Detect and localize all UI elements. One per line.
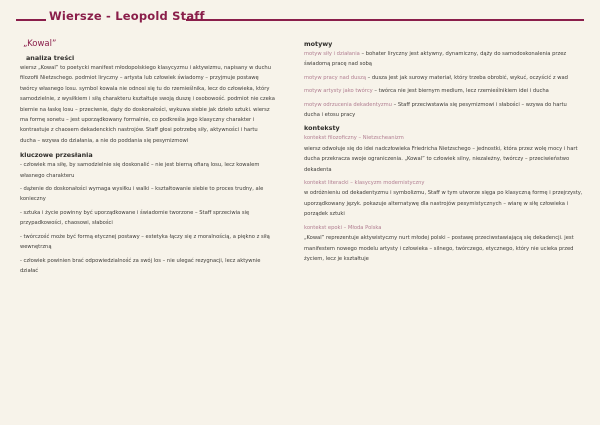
title-rule-left: [16, 19, 46, 21]
context-text: „Kowal” reprezentuje aktywistyczny nurt młodej polski – postawę przeciwstawiającą się dekadencji. jest manifestem nowego modelu artysty i człowieka – silnego, twórczego, etycznego, który nie ucieka przed życiem, lecz je kształtuje: [304, 235, 574, 262]
key-message-item: - dążenie do doskonałości wymaga wysiłku i walki – kształtowanie siebie to proces trudny, ale konieczny: [20, 186, 264, 203]
context-label: kontekst filozoficzny – Nietzscheanizm: [304, 135, 404, 142]
key-message-item: - sztuka i życie powinny być uporządkowane i świadomie tworzone – Staff sprzeciwia się przypadkowości, chaosowi, słabości: [20, 209, 250, 227]
motif-label: motyw artysty jako twórcy: [304, 88, 373, 95]
key-messages-heading: kluczowe przesłania: [20, 151, 93, 160]
motif-text: – Staff przeciwstawia się pesymizmowi i słabości – wzywa do hartu ducha i etosu pracy: [304, 101, 567, 119]
motif-text: – twórca nie jest biernym medium, lecz rzemieślnikiem idei i ducha: [372, 88, 549, 95]
motif-item: [304, 49, 584, 70]
motif-item: [304, 73, 584, 83]
poem-title: „Kowal”: [23, 39, 57, 49]
motif-text: – dusza jest jak surowy materiał, który trzeba obrobić, wykuć, oczyścić z wad: [366, 74, 568, 81]
motif-item: [304, 100, 584, 121]
key-message-item: - twórczość może być formą etycznej postawy – estetyka łączy się z moralnością, a piękno z siłą wewnętrzną: [20, 233, 270, 251]
title-rule-right: [186, 19, 584, 21]
key-message-item: - człowiek powinien brać odpowiedzialność za swój los – nie ulegać rezygnacji, lecz aktywnie działać: [20, 257, 261, 274]
context-label: kontekst literacki – klasycyzm modernistyczny: [304, 180, 425, 187]
motifs-heading: motywy: [304, 40, 333, 48]
motif-label: motyw pracy nad duszą: [304, 74, 366, 81]
motif-text: – bohater liryczny jest aktywny, dynamiczny, dąży do samodoskonalenia przez świadomą pracę nad sobą: [304, 51, 567, 68]
context-text: wiersz odwołuje się do idei nadczłowieka Friedricha Nietzschego – jednostki, która przez wolę mocy i hart ducha przekracza swoje ograniczenia. „Kowal” to człowiek silny, niezależny, twórczy – przeciwieństwo dekadenta: [304, 145, 578, 173]
motif-label: motyw siły i działania: [304, 51, 360, 57]
key-message-item: - człowiek ma siłę, by samodzielnie się doskonalić – nie jest bierną ofiarą losu, lecz kowalem własnego charakteru: [20, 162, 260, 179]
analysis-heading: analiza treści: [26, 54, 75, 62]
context-label: kontekst epoki – Młoda Polska: [304, 224, 382, 231]
right-column: [304, 39, 584, 267]
title-row: [16, 8, 584, 28]
motif-label: motyw odrzucenia dekadentyzmu: [304, 101, 392, 108]
contexts-heading: konteksty: [304, 124, 340, 133]
analysis-text: wiersz „Kowal” to poetycki manifest młodopolskiego klasycyzmu i aktywizmu, napisany w duchu filozofii Nietzschego. podmiot liryczny – artysta lub człowiek świadomy – przyjmuje postawę twórcy własnego losu. symbol kowala nie odnosi się tu do rzemieślnika, lecz do człowieka, który samodzielnie, z wysiłkiem i siłą charakteru kształtuje swoją duszę i osobowość. podmiot nie czeka biernie na łaskę losu – przeciwnie, dąży do doskonałości, wykuwa siebie jak dzieło sztuki. wiersz ma formę sonetu – jest uporządkowany formalnie, co podkreśla jego klasyczny charakter i kontrastuje z chaosem dekadenckich nastrojów. Staff głosi potrzebę siły, aktywności i hartu ducha – wzywa do działania, a nie do poddania się pesymizmowi: [20, 65, 275, 144]
context-text: w odróżnieniu od dekadentyzmu i symbolizmu, Staff w tym utworze sięga po klasyczną formę i przejrzysty, uporządkowany język. pokazuje alternatywę dla nastrojów pesymistycznych – wiarę w siłę człowieka i porządek sztuki: [304, 190, 583, 218]
page-title: Wiersze - Leopold Staff: [49, 9, 205, 23]
motif-item: [304, 86, 584, 96]
left-column: [20, 39, 275, 279]
